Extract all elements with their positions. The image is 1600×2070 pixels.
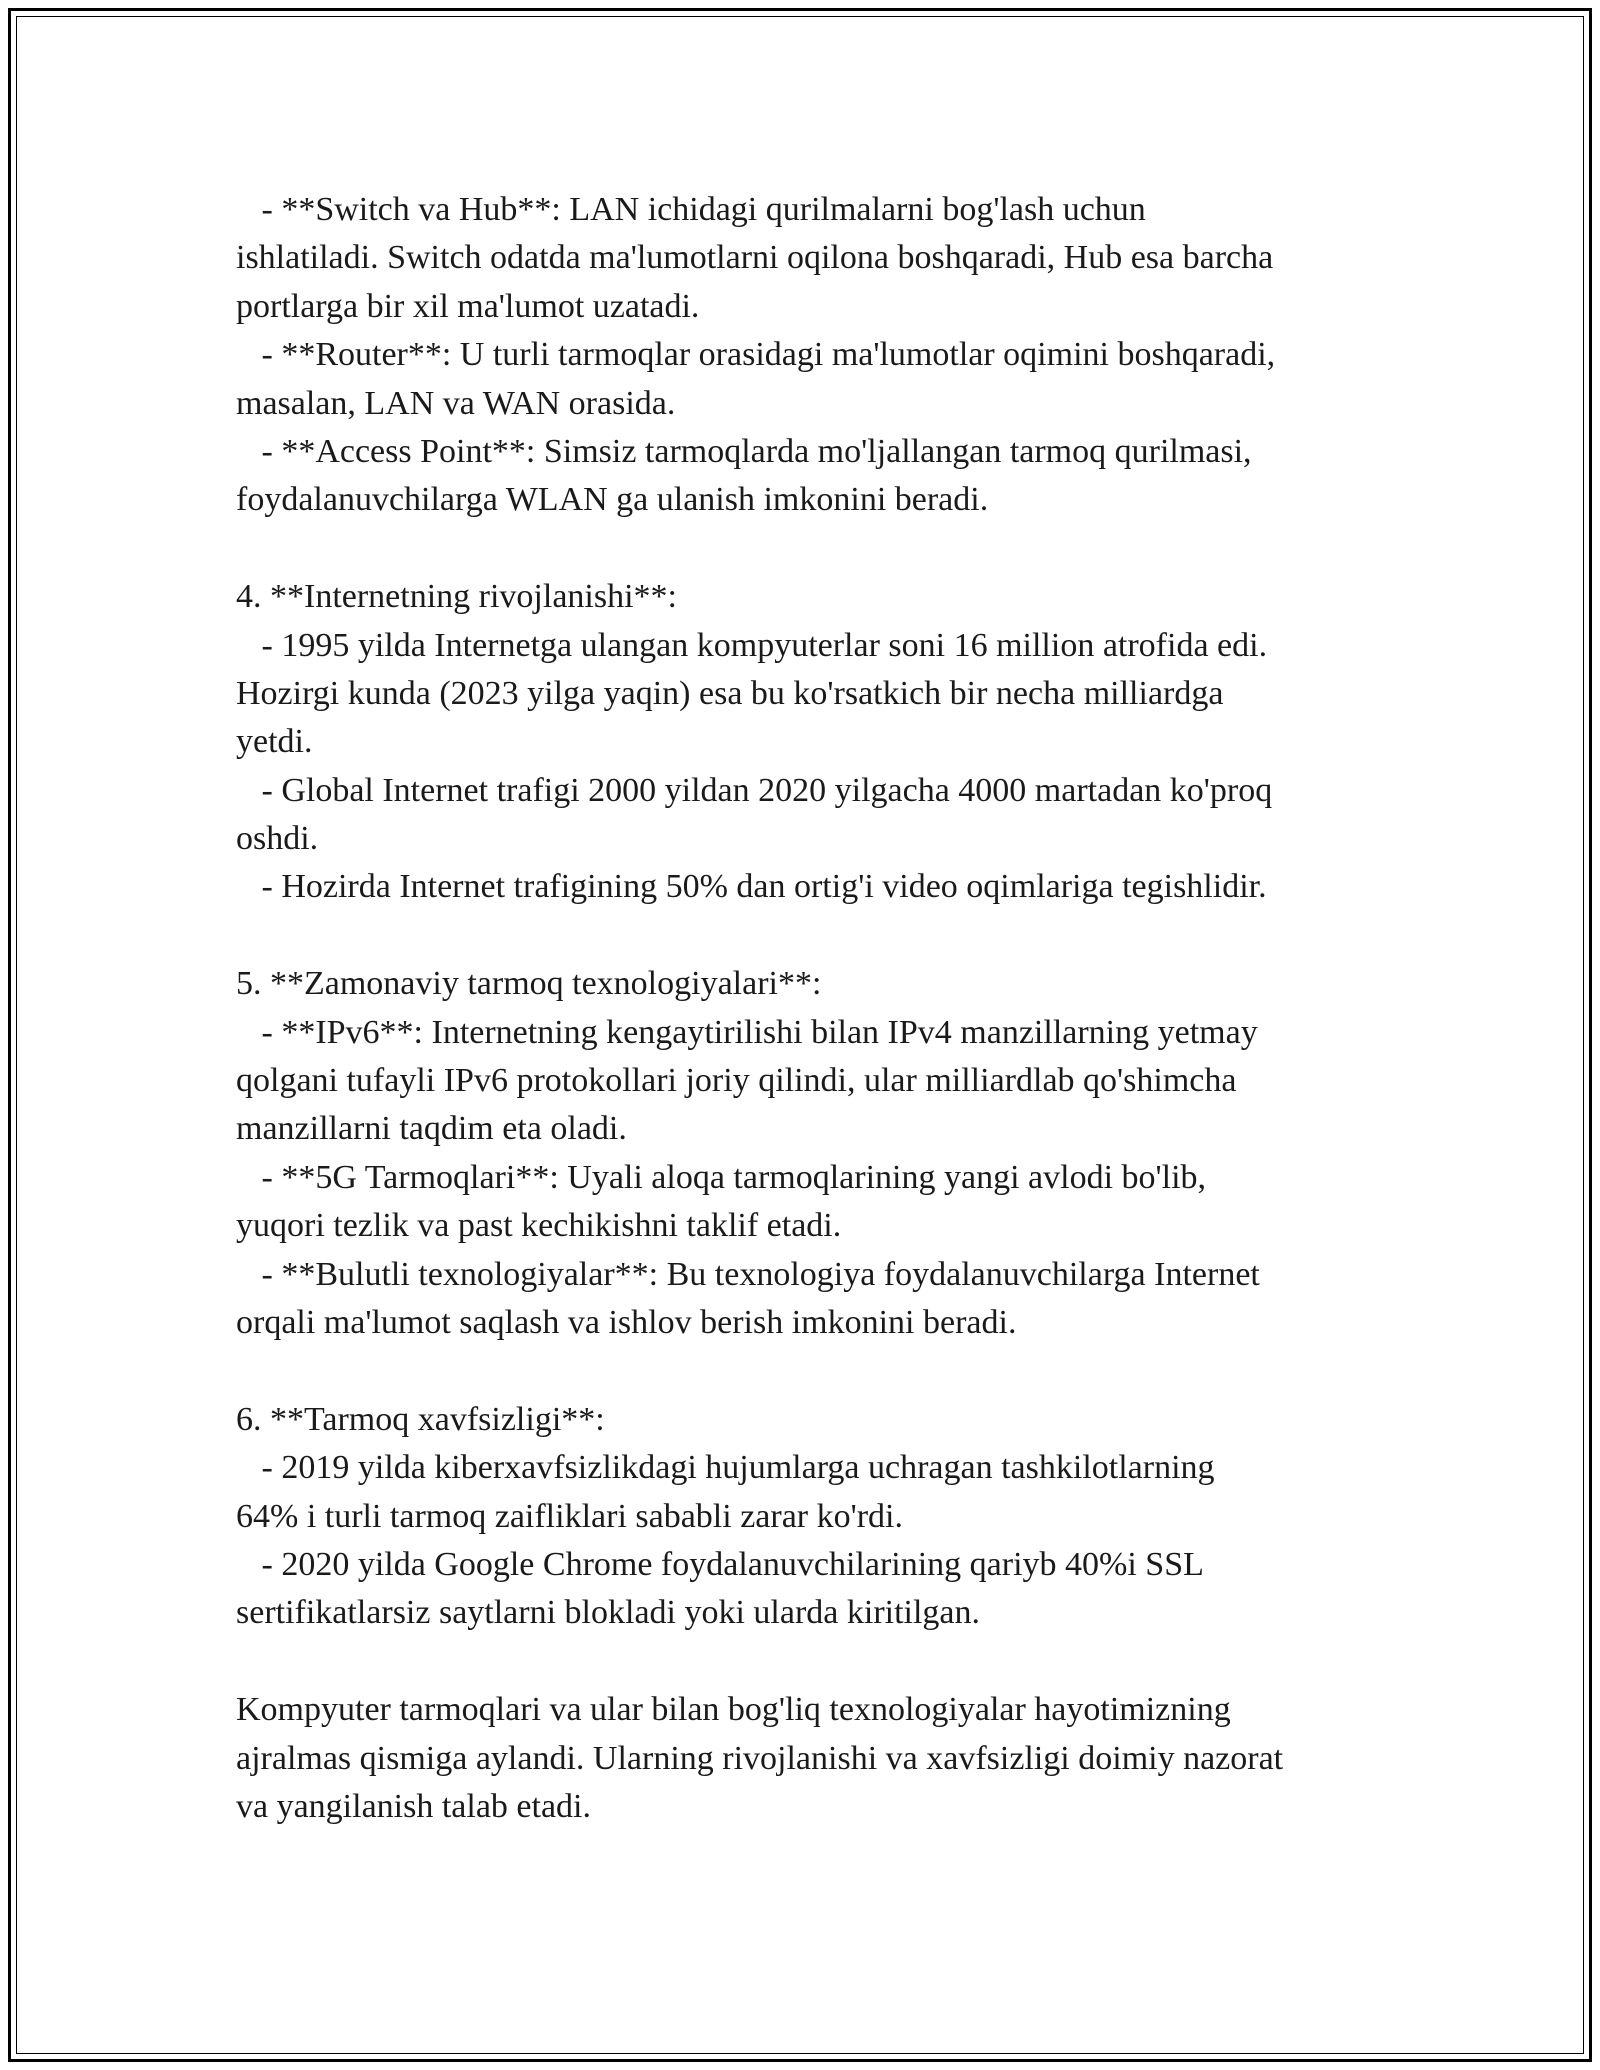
text-line: - **Bulutli texnologiyalar**: Bu texnologiya foydalanuvchilarga Internet (236, 1255, 1260, 1293)
blank-line (236, 1638, 1376, 1686)
text-line: manzillarni taqdim eta oladi. (236, 1110, 627, 1148)
text-line: ishlatiladi. Switch odatda ma'lumotlarni oqilona boshqaradi, Hub esa barcha (236, 239, 1274, 277)
text-line: - 2020 yilda Google Chrome foydalanuvchilarining qariyb 40%i SSL (236, 1545, 1204, 1583)
text-line: orqali ma'lumot saqlash va ishlov berish imkonini beradi. (236, 1303, 1017, 1341)
text-line: - **Router**: U turli tarmoqlar orasidagi ma'lumotlar oqimini boshqaradi, (236, 336, 1276, 374)
text-line: - 1995 yilda Internetga ulangan kompyuterlar soni 16 million atrofida edi. (236, 626, 1268, 664)
text-line: 6. **Tarmoq xavfsizligi**: (236, 1400, 605, 1438)
text-line: - **Switch va Hub**: LAN ichidagi qurilmalarni bog'lash uchun (236, 191, 1146, 228)
text-line: - Hozirda Internet trafigining 50% dan ortig'i video oqimlariga tegishlidir. (236, 868, 1267, 906)
text-line: ajralmas qismiga aylandi. Ularning rivojlanishi va xavfsizligi doimiy nazorat (236, 1739, 1284, 1777)
text-line: - **5G Tarmoqlari**: Uyali aloqa tarmoqlarining yangi avlodi bo'lib, (236, 1158, 1207, 1196)
text-line: sertifikatlarsiz saytlarni blokladi yoki ularda kiritilgan. (236, 1594, 981, 1632)
text-line: 4. **Internetning rivojlanishi**: (236, 578, 677, 616)
text-line: yuqori tezlik va past kechikishni taklif etadi. (236, 1207, 842, 1245)
text-line: - Global Internet trafigi 2000 yildan 2020 yilgacha 4000 martadan ko'proq (236, 771, 1273, 809)
blank-line (236, 525, 1376, 573)
text-line: - 2019 yilda kiberxavfsizlikdagi hujumlarga uchragan tashkilotlarning (236, 1449, 1215, 1487)
text-line: qolgani tufayli IPv6 protokollari joriy qilindi, ular milliardlab qo'shimcha (236, 1062, 1237, 1100)
blank-line (236, 912, 1376, 960)
text-line: va yangilanish talab etadi. (236, 1787, 591, 1825)
text-line: - **IPv6**: Internetning kengaytirilishi bilan IPv4 manzillarning yetmay (236, 1013, 1258, 1051)
text-line: oshdi. (236, 820, 319, 858)
text-line: 64% i turli tarmoq zaifliklari sababli zarar ko'rdi. (236, 1497, 904, 1535)
text-line: masalan, LAN va WAN orasida. (236, 384, 676, 422)
text-line: 5. **Zamonaviy tarmoq texnologiyalari**: (236, 965, 822, 1003)
blank-line (236, 1347, 1376, 1395)
document-body (236, 186, 1376, 1831)
text-line: portlarga bir xil ma'lumot uzatadi. (236, 287, 700, 325)
text-line: Hozirgi kunda (2023 yilga yaqin) esa bu ko'rsatkich bir necha milliardga (236, 674, 1224, 712)
text-line: yetdi. (236, 723, 313, 761)
text-line: Kompyuter tarmoqlari va ular bilan bog'liq texnologiyalar hayotimizning (236, 1691, 1231, 1729)
text-line: foydalanuvchilarga WLAN ga ulanish imkonini beradi. (236, 481, 989, 519)
text-line: - **Access Point**: Simsiz tarmoqlarda mo'ljallangan tarmoq qurilmasi, (236, 432, 1252, 470)
